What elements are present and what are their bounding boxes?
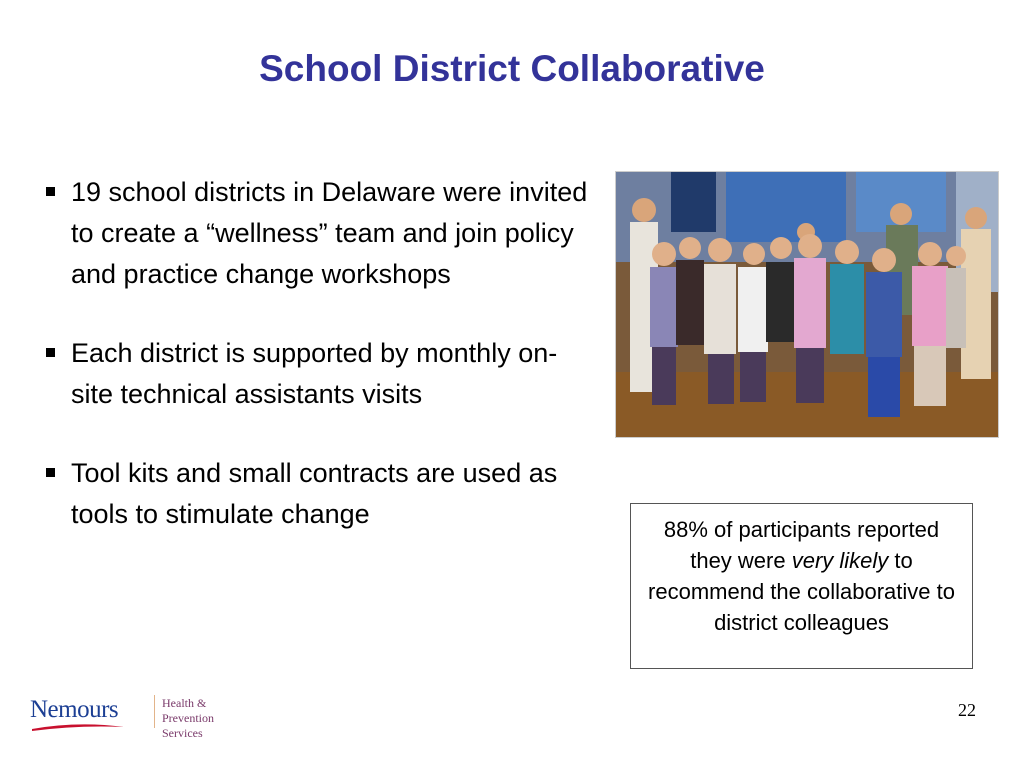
bullet-text: Each district is supported by monthly on-site technical assistants visits bbox=[71, 338, 558, 409]
callout-text-end: to recommend the collaborative to district colleagues bbox=[648, 548, 955, 635]
bullet-text: Tool kits and small contracts are used as tools to stimulate change bbox=[71, 458, 558, 529]
bullet-item bbox=[44, 172, 589, 295]
square-bullet-icon bbox=[46, 348, 55, 357]
logo-subtitle-line-1: Health & bbox=[162, 696, 207, 710]
callout-box bbox=[630, 503, 973, 669]
bullet-list bbox=[44, 172, 589, 573]
nemours-logo bbox=[30, 692, 250, 740]
logo-swoosh-icon bbox=[32, 723, 124, 731]
logo-divider bbox=[154, 695, 155, 728]
page-number: 22 bbox=[958, 700, 976, 720]
square-bullet-icon bbox=[46, 468, 55, 477]
logo-subtitle bbox=[162, 696, 250, 741]
square-bullet-icon bbox=[46, 187, 55, 196]
group-photo-image bbox=[616, 172, 999, 438]
callout-emphasis: very likely bbox=[791, 548, 889, 573]
logo-name: Nemours bbox=[30, 696, 119, 723]
bullet-item bbox=[44, 453, 589, 535]
slide-title: School District Collaborative bbox=[259, 48, 765, 89]
logo-subtitle-line-2: Prevention Services bbox=[162, 711, 214, 740]
bullet-item bbox=[44, 333, 589, 415]
bullet-text: 19 school districts in Delaware were invited to create a “wellness” team and join policy and practice change workshops bbox=[71, 177, 588, 289]
group-photo bbox=[615, 171, 999, 438]
callout-text: 88% of participants reported they were bbox=[663, 517, 940, 573]
